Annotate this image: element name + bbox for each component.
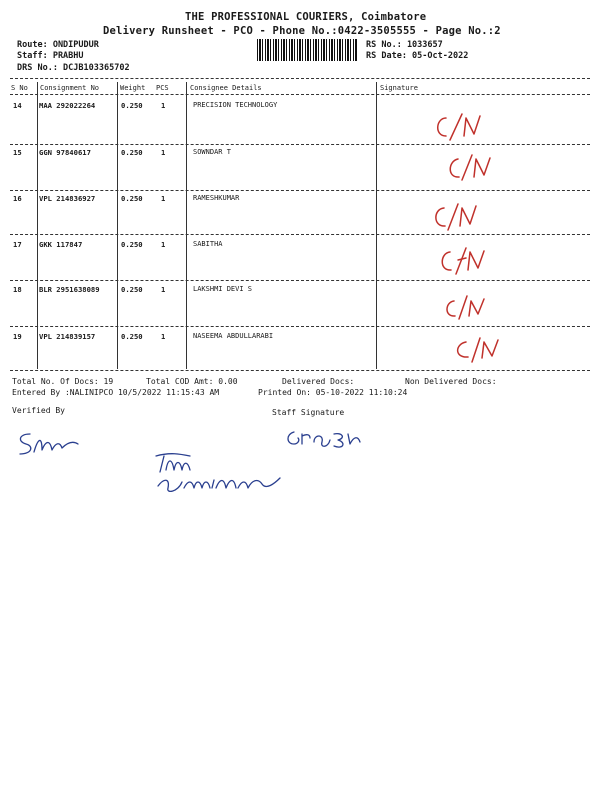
row-weight: 0.250 xyxy=(121,101,143,110)
barcode xyxy=(257,39,358,61)
staff-label: Staff: PRABHU xyxy=(17,51,84,61)
header-bottom-rule xyxy=(10,94,590,95)
handwritten-cn-mark xyxy=(440,293,500,323)
row-pcs: 1 xyxy=(161,194,166,203)
col-weight: Weight xyxy=(120,84,146,92)
rs-date: RS Date: 05-Oct-2022 xyxy=(366,51,469,61)
receiver-signature xyxy=(150,448,290,498)
row-consignment: VPL 214839157 xyxy=(39,332,96,341)
row-consignee: SABITHA xyxy=(193,240,223,248)
staff-signature xyxy=(284,426,364,452)
col-consignment: Consignment No xyxy=(40,84,100,92)
row-pcs: 1 xyxy=(161,285,166,294)
row-consignment: GKK 117847 xyxy=(39,240,83,249)
route-label: Route: ONDIPUDUR xyxy=(17,40,99,50)
row-rule xyxy=(10,190,590,191)
company-title: THE PROFESSIONAL COURIERS, Coimbatore xyxy=(185,11,427,23)
row-consignee: RAMESHKUMAR xyxy=(193,194,240,202)
row-consignee: LAKSHMI DEVI S xyxy=(193,285,253,293)
row-sno: 16 xyxy=(13,194,22,203)
row-sno: 17 xyxy=(13,240,22,249)
row-rule xyxy=(10,234,590,235)
row-consignment: GGN 97840617 xyxy=(39,148,91,157)
verifier-signature xyxy=(16,430,86,460)
row-pcs: 1 xyxy=(161,101,166,110)
handwritten-cn-mark xyxy=(432,112,492,142)
col-sno: S No xyxy=(11,84,28,92)
row-consignee: SOWNDAR T xyxy=(193,148,231,156)
rs-number: RS No.: 1033657 xyxy=(366,40,443,50)
delivered-docs: Delivered Docs: xyxy=(282,377,355,386)
row-weight: 0.250 xyxy=(121,194,143,203)
row-pcs: 1 xyxy=(161,332,166,341)
handwritten-cn-mark xyxy=(430,202,490,232)
col-signature: Signature xyxy=(380,84,418,92)
row-rule xyxy=(10,280,590,281)
drs-number: DRS No.: DCJB103365702 xyxy=(17,63,130,73)
non-delivered-docs: Non Delivered Docs: xyxy=(405,377,497,386)
row-sno: 15 xyxy=(13,148,22,157)
row-sno: 18 xyxy=(13,285,22,294)
row-consignment: BLR 2951638089 xyxy=(39,285,100,294)
row-rule xyxy=(10,144,590,145)
row-consignee: NASEEMA ABDULLARABI xyxy=(193,332,274,340)
row-sno: 14 xyxy=(13,101,22,110)
table-bottom-rule xyxy=(10,370,590,371)
col-pcs: PCS xyxy=(156,84,169,92)
total-docs: Total No. Of Docs: 19 xyxy=(12,377,114,386)
row-pcs: 1 xyxy=(161,148,166,157)
header-top-rule xyxy=(10,78,590,79)
row-consignee: PRECISION TECHNOLOGY xyxy=(193,101,278,109)
row-rule xyxy=(10,326,590,327)
row-consignment: MAA 292022264 xyxy=(39,101,96,110)
handwritten-cn-mark xyxy=(450,336,510,366)
runsheet-subtitle: Delivery Runsheet - PCO - Phone No.:0422-3505555 - Page No.:2 xyxy=(103,25,501,37)
total-cod: Total COD Amt: 0.00 xyxy=(146,377,238,386)
verified-by-label: Verified By xyxy=(12,406,65,415)
col-consignee: Consignee Details xyxy=(190,84,262,92)
row-weight: 0.250 xyxy=(121,240,143,249)
row-sno: 19 xyxy=(13,332,22,341)
entered-by: Entered By :NALINIPCO 10/5/2022 11:15:43 AM xyxy=(12,388,220,397)
handwritten-cn-mark xyxy=(436,246,496,276)
printed-on: Printed On: 05-10-2022 11:10:24 xyxy=(258,388,408,397)
row-weight: 0.250 xyxy=(121,148,143,157)
row-pcs: 1 xyxy=(161,240,166,249)
row-weight: 0.250 xyxy=(121,332,143,341)
row-consignment: VPL 214836927 xyxy=(39,194,96,203)
handwritten-cn-mark xyxy=(444,153,504,183)
row-weight: 0.250 xyxy=(121,285,143,294)
staff-signature-label: Staff Signature xyxy=(272,408,345,417)
